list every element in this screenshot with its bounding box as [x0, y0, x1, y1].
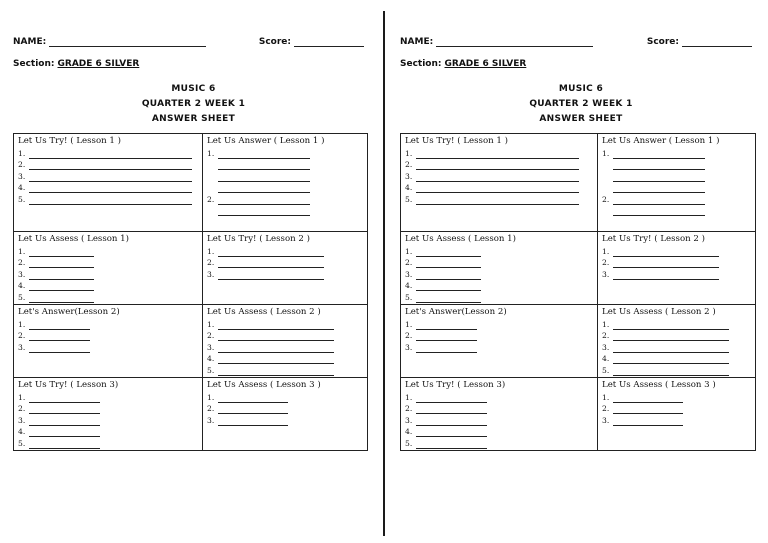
cell-assess-lesson-2: [598, 305, 755, 378]
answer-item[interactable]: 1.: [18, 147, 198, 159]
answer-item[interactable]: 3.: [602, 341, 751, 353]
answer-item[interactable]: 2.: [207, 193, 363, 205]
answer-item[interactable]: 2.: [405, 330, 593, 342]
cell-title: Let Us Assess ( Lesson 1): [405, 234, 516, 244]
answer-item[interactable]: 5.: [207, 364, 363, 376]
answer-item[interactable]: 3.: [405, 170, 593, 182]
section-field: [13, 59, 139, 69]
answer-item[interactable]: 4.: [405, 182, 593, 194]
cell-title: Let Us Assess ( Lesson 3 ): [602, 380, 716, 390]
answer-item[interactable]: 3.: [405, 341, 593, 353]
cell-try-lesson-3: [401, 378, 598, 450]
name-label: NAME:: [400, 37, 434, 47]
cell-title: Let Us Assess ( Lesson 1): [18, 234, 129, 244]
score-field[interactable]: [259, 37, 364, 47]
answer-item[interactable]: 2.: [405, 159, 593, 171]
cell-title: Let Us Answer ( Lesson 1 ): [207, 136, 325, 146]
answer-item[interactable]: 1.: [602, 391, 751, 403]
cell-assess-lesson-2: [203, 305, 367, 378]
answer-item[interactable]: 1.: [18, 318, 198, 330]
cell-title: Let Us Try! ( Lesson 3): [18, 380, 119, 390]
answer-item[interactable]: 3.: [207, 414, 363, 426]
answer-item[interactable]: 2.: [602, 193, 751, 205]
answer-item[interactable]: 3.: [207, 268, 363, 280]
cell-answer-lesson-2: [14, 305, 203, 378]
answer-item[interactable]: 4.: [18, 280, 198, 292]
score-label: Score:: [258, 37, 291, 47]
sheet-titles: [400, 82, 756, 127]
subject-title: MUSIC 6: [171, 84, 216, 94]
cell-assess-lesson-1: [14, 232, 203, 305]
name-field[interactable]: [400, 37, 593, 47]
answer-item[interactable]: 1.: [405, 245, 593, 257]
answer-item[interactable]: 4.: [18, 426, 198, 438]
cell-title: Let Us Answer ( Lesson 1 ): [602, 136, 720, 146]
cell-title: Let Us Try! ( Lesson 1 ): [18, 136, 121, 146]
section-field: [400, 59, 526, 69]
cell-title: Let Us Try! ( Lesson 2 ): [602, 234, 705, 244]
score-blank[interactable]: [294, 37, 364, 47]
answer-item[interactable]: 1.: [602, 318, 751, 330]
answer-item[interactable]: 5.: [405, 437, 593, 449]
answer-item[interactable]: 5.: [18, 291, 198, 303]
answer-item[interactable]: 1.: [602, 147, 751, 159]
answer-item[interactable]: 1.: [207, 318, 363, 330]
header-row: [13, 37, 368, 51]
answer-item-continued[interactable]: [207, 205, 363, 217]
answer-item[interactable]: 4.: [602, 353, 751, 365]
answer-item[interactable]: 1.: [18, 245, 198, 257]
sheet-titles: [13, 82, 368, 127]
answer-item[interactable]: 2.: [18, 159, 198, 171]
answer-item[interactable]: 1.: [18, 391, 198, 403]
cell-title: Let's Answer(Lesson 2): [405, 307, 507, 317]
cell-try-lesson-1: [401, 134, 598, 232]
period-title: QUARTER 2 WEEK 1: [529, 99, 633, 109]
section-value: GRADE 6 SILVER: [57, 59, 140, 69]
answer-item[interactable]: 2.: [18, 257, 198, 269]
answer-grid: [13, 133, 368, 451]
section-label: Section:: [400, 59, 442, 69]
cell-try-lesson-1: [14, 134, 203, 232]
name-label: NAME:: [13, 37, 47, 47]
doc-title: ANSWER SHEET: [539, 114, 623, 124]
answer-item[interactable]: 5.: [405, 193, 593, 205]
answer-item[interactable]: 1.: [207, 147, 363, 159]
answer-sheet-right: [400, 0, 756, 543]
answer-item-continued[interactable]: [207, 159, 363, 171]
answer-item[interactable]: 2.: [18, 330, 198, 342]
name-blank[interactable]: [49, 37, 206, 47]
answer-item[interactable]: 2.: [602, 403, 751, 415]
answer-item[interactable]: 1.: [207, 391, 363, 403]
answer-item-continued[interactable]: [602, 205, 751, 217]
cell-answer-lesson-2: [401, 305, 598, 378]
answer-item[interactable]: 3.: [405, 268, 593, 280]
section-value: GRADE 6 SILVER: [444, 59, 527, 69]
cell-title: Let Us Assess ( Lesson 2 ): [207, 307, 321, 317]
answer-item[interactable]: 2.: [405, 403, 593, 415]
answer-item[interactable]: 2.: [207, 330, 363, 342]
cell-assess-lesson-3: [598, 378, 755, 450]
cell-assess-lesson-1: [401, 232, 598, 305]
answer-item[interactable]: 5.: [18, 193, 198, 205]
answer-sheet-left: [13, 0, 368, 543]
answer-item[interactable]: 4.: [405, 280, 593, 292]
answer-item[interactable]: 3.: [18, 341, 198, 353]
answer-item[interactable]: 4.: [18, 182, 198, 194]
answer-item[interactable]: 1.: [405, 318, 593, 330]
score-field[interactable]: [647, 37, 752, 47]
cell-try-lesson-2: [598, 232, 755, 305]
cell-try-lesson-3: [14, 378, 203, 450]
subject-title: MUSIC 6: [558, 84, 604, 94]
answer-item-continued[interactable]: [207, 170, 363, 182]
center-divider: [383, 11, 385, 536]
answer-item[interactable]: 2.: [18, 403, 198, 415]
answer-item[interactable]: 2.: [207, 403, 363, 415]
cell-answer-lesson-1: [203, 134, 367, 232]
answer-grid: [400, 133, 756, 451]
answer-item[interactable]: 1.: [207, 245, 363, 257]
answer-item[interactable]: 3.: [18, 170, 198, 182]
name-field[interactable]: [13, 37, 206, 47]
answer-item-continued[interactable]: [207, 182, 363, 194]
answer-item-continued[interactable]: [602, 182, 751, 194]
cell-title: Let Us Assess ( Lesson 3 ): [207, 380, 321, 390]
answer-item[interactable]: 2.: [602, 257, 751, 269]
answer-item[interactable]: 3.: [405, 414, 593, 426]
answer-item[interactable]: 2.: [207, 257, 363, 269]
doc-title: ANSWER SHEET: [151, 114, 236, 124]
cell-title: Let Us Assess ( Lesson 2 ): [602, 307, 716, 317]
answer-item-continued[interactable]: [602, 159, 751, 171]
answer-item[interactable]: 3.: [18, 268, 198, 280]
answer-item[interactable]: 1.: [405, 147, 593, 159]
cell-title: Let's Answer(Lesson 2): [18, 307, 120, 317]
answer-item[interactable]: 1.: [602, 245, 751, 257]
cell-try-lesson-2: [203, 232, 367, 305]
section-label: Section:: [13, 59, 55, 69]
score-label: Score:: [646, 37, 679, 47]
cell-answer-lesson-1: [598, 134, 755, 232]
cell-assess-lesson-3: [203, 378, 367, 450]
answer-item[interactable]: 5.: [18, 437, 198, 449]
answer-item-continued[interactable]: [602, 170, 751, 182]
answer-item[interactable]: 3.: [18, 414, 198, 426]
answer-item[interactable]: 3.: [207, 341, 363, 353]
answer-item[interactable]: 2.: [602, 330, 751, 342]
answer-item[interactable]: 2.: [405, 257, 593, 269]
answer-item[interactable]: 3.: [602, 414, 751, 426]
name-blank[interactable]: [436, 37, 593, 47]
cell-title: Let Us Try! ( Lesson 2 ): [207, 234, 310, 244]
answer-item[interactable]: 5.: [405, 291, 593, 303]
period-title: QUARTER 2 WEEK 1: [141, 99, 246, 109]
cell-title: Let Us Try! ( Lesson 1 ): [405, 136, 508, 146]
answer-item[interactable]: 3.: [602, 268, 751, 280]
answer-item[interactable]: 4.: [405, 426, 593, 438]
answer-item[interactable]: 1.: [405, 391, 593, 403]
score-blank[interactable]: [682, 37, 752, 47]
cell-title: Let Us Try! ( Lesson 3): [405, 380, 506, 390]
answer-item[interactable]: 4.: [207, 353, 363, 365]
answer-item[interactable]: 5.: [602, 364, 751, 376]
header-row: [400, 37, 756, 51]
